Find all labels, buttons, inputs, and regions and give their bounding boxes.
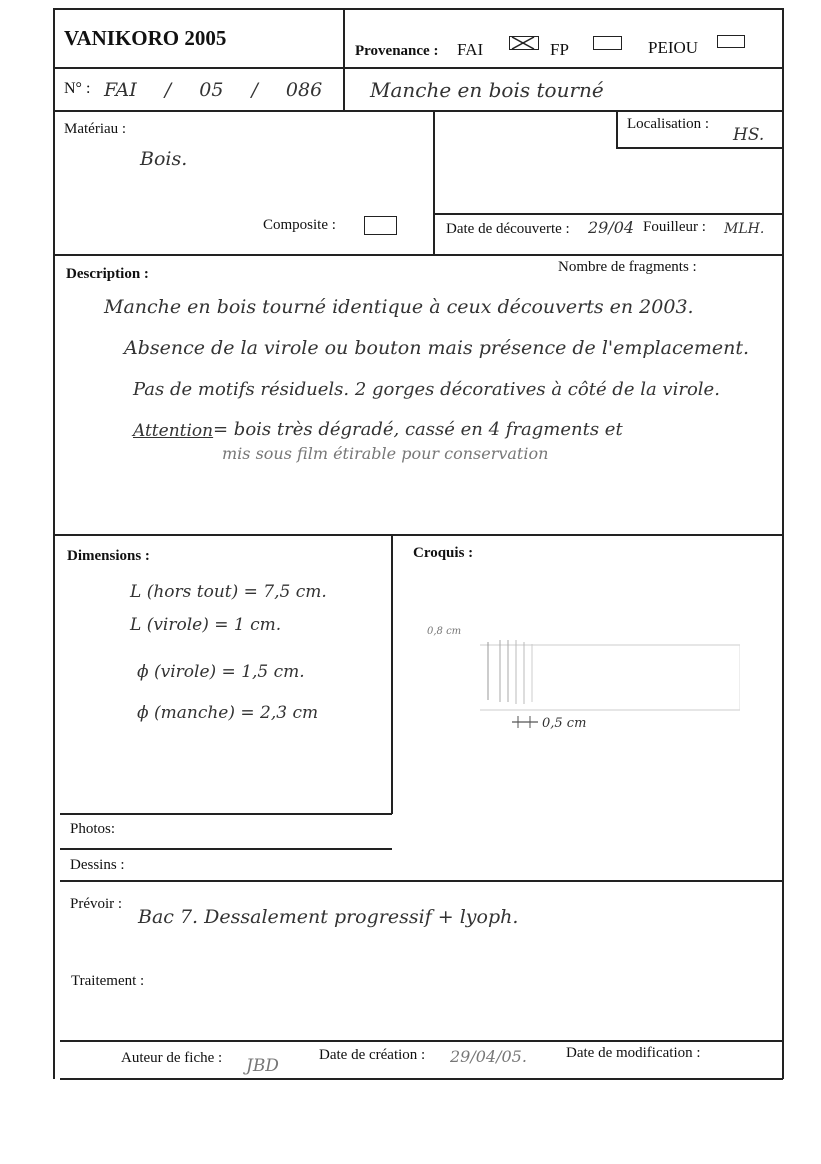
localisation-box-left <box>616 110 618 148</box>
checked-x-icon <box>510 37 538 49</box>
dessins-top-line <box>60 848 392 850</box>
dimension-line-4: ϕ (manche) = 2,3 cm <box>137 703 319 723</box>
dimensions-label: Dimensions : <box>67 548 150 564</box>
row-line-5 <box>60 880 783 882</box>
croquis-label: Croquis : <box>413 545 474 561</box>
decouverte-top-line <box>433 213 783 215</box>
materiau-value: Bois. <box>140 148 188 170</box>
row-line-3 <box>53 254 783 256</box>
auteur-label: Auteur de fiche : <box>121 1050 223 1066</box>
localisation-box-bottom <box>616 147 783 149</box>
photos-label: Photos: <box>70 821 116 837</box>
materiau-divider <box>433 110 435 255</box>
number-label: N° : <box>64 80 91 97</box>
dessins-label: Dessins : <box>70 857 125 873</box>
row-line-4 <box>53 534 783 536</box>
description-line-1: Manche en bois tourné identique à ceux découverts en 2003. <box>104 296 694 318</box>
number-value: FAI / 05 / 086 <box>104 79 323 101</box>
croquis-sketch <box>420 630 740 730</box>
provenance-label: Provenance : <box>355 43 439 59</box>
traitement-label: Traitement : <box>71 973 145 989</box>
prevoir-value: Bac 7. Dessalement progressif + lyoph. <box>138 906 519 928</box>
localisation-value: HS. <box>733 125 765 145</box>
provenance-peiou-label: PEIOU <box>648 38 699 57</box>
materiau-label: Matériau : <box>64 121 127 137</box>
fouilleur-value: MLH. <box>724 221 765 237</box>
auteur-value: JBD <box>246 1056 279 1076</box>
description-line-4: = bois très dégradé, cassé en 4 fragments et <box>213 419 623 440</box>
prevoir-label: Prévoir : <box>70 896 123 912</box>
description-line-3: Pas de motifs résiduels. 2 gorges décoratives à côté de la virole. <box>133 379 720 400</box>
frame-right <box>782 8 784 1079</box>
composite-checkbox[interactable] <box>364 216 397 235</box>
frame-bottom <box>60 1078 783 1080</box>
row-line-1 <box>53 67 783 69</box>
object-name-value: Manche en bois tourné <box>370 78 604 102</box>
decouverte-label: Date de découverte : <box>446 221 570 237</box>
header-divider <box>343 8 345 110</box>
frame-top <box>53 8 783 10</box>
provenance-fai-label: FAI <box>457 40 484 59</box>
photos-top-line <box>60 813 392 815</box>
provenance-fp-checkbox[interactable] <box>593 36 622 50</box>
description-line-5: mis sous film étirable pour conservation <box>222 444 549 463</box>
description-attention: Attention <box>133 421 214 441</box>
croquis-dim-a: 0,8 cm <box>427 626 462 637</box>
description-label: Description : <box>66 266 149 282</box>
dimension-line-1: L (hors tout) = 7,5 cm. <box>130 582 327 602</box>
croquis-dim-b: 0,5 cm <box>542 716 587 731</box>
provenance-peiou-checkbox[interactable] <box>717 35 745 48</box>
provenance-fp-label: FP <box>550 40 569 59</box>
row-line-2 <box>53 110 783 112</box>
composite-label: Composite : <box>263 217 336 233</box>
dimension-line-3: ϕ (virole) = 1,5 cm. <box>137 662 305 682</box>
provenance-fai-checkbox[interactable] <box>509 36 539 50</box>
fouilleur-label: Fouilleur : <box>643 219 706 235</box>
decouverte-value: 29/04 <box>588 218 635 237</box>
dimensions-divider <box>391 534 393 814</box>
modification-label: Date de modification : <box>566 1045 701 1061</box>
creation-label: Date de création : <box>319 1047 426 1063</box>
creation-value: 29/04/05. <box>450 1047 527 1066</box>
dimension-line-2: L (virole) = 1 cm. <box>130 615 282 635</box>
form-title: VANIKORO 2005 <box>64 26 227 50</box>
description-line-2: Absence de la virole ou bouton mais présence de l'emplacement. <box>124 337 750 359</box>
localisation-label: Localisation : <box>627 116 710 132</box>
fragments-label: Nombre de fragments : <box>558 259 697 275</box>
frame-left <box>53 8 55 1079</box>
row-line-6 <box>60 1040 783 1042</box>
